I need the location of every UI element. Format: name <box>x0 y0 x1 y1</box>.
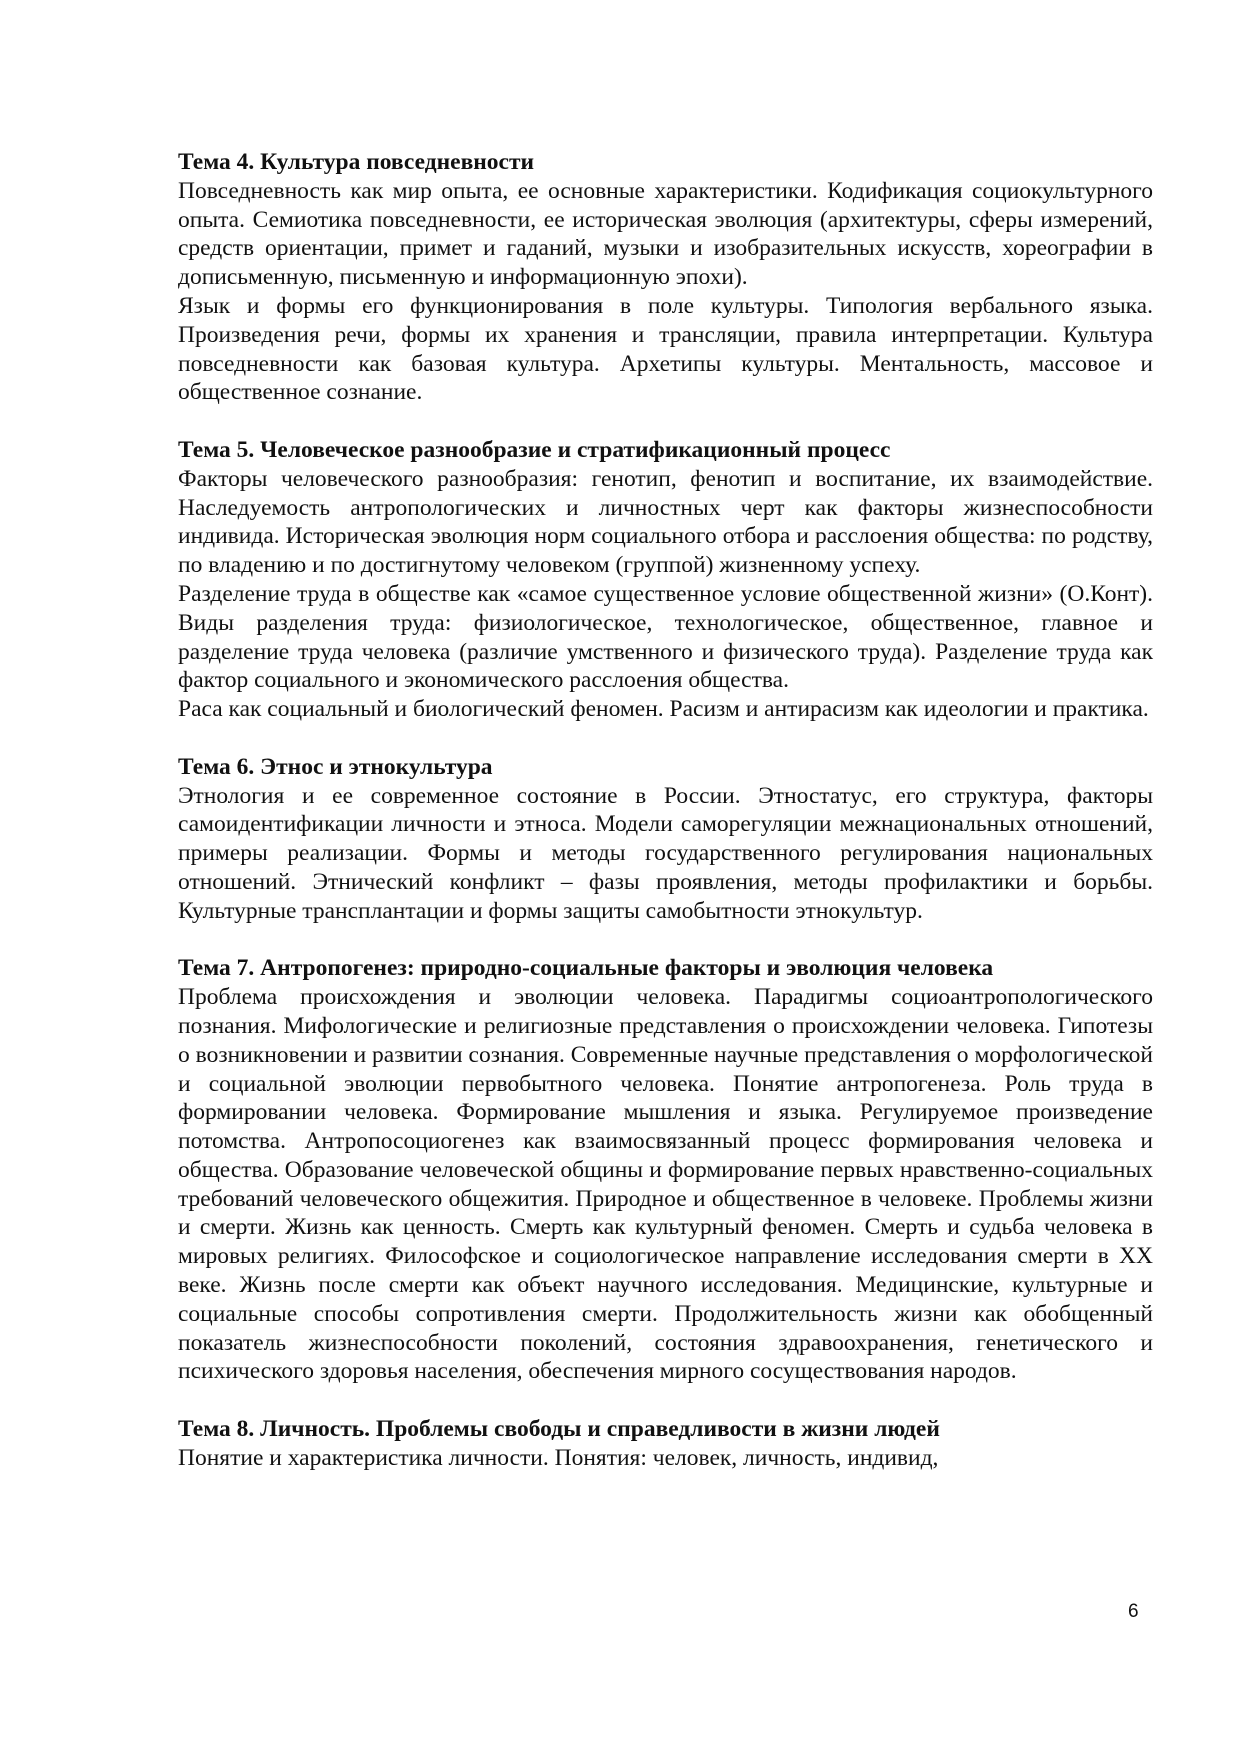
section-heading: Тема 5. Человеческое разнообразие и стратификационный процесс <box>178 436 891 463</box>
section-topic-5 <box>178 436 1153 724</box>
paragraph: Язык и формы его функционирования в поле культуры. Типология вербального языка. Произведения речи, формы их хранения и трансляции, правила интерпретации. Культура повседневности как базовая культура. Архетипы культуры. Ментальность, массовое и общественное сознание. <box>178 292 1153 406</box>
page-number: 6 <box>1128 1601 1139 1622</box>
section-heading: Тема 6. Этнос и этнокультура <box>178 753 493 780</box>
section-topic-4 <box>178 148 1153 407</box>
section-topic-8 <box>178 1415 1153 1473</box>
section-heading: Тема 4. Культура повседневности <box>178 149 535 175</box>
paragraph: Повседневность как мир опыта, ее основные характеристики. Кодификация социокультурного опыта. Семиотика повседневности, ее историческая эволюция (архитектуры, сферы измерений, средств ориентации, примет и гаданий, музыки и изобразительных искусств, хореографии в дописьменную, письменную и информационную эпохи). <box>178 177 1153 291</box>
paragraph: Раса как социальный и биологический феномен. Расизм и антирасизм как идеологии и практика. <box>178 696 1149 723</box>
section-heading: Тема 8. Личность. Проблемы свободы и справедливости в жизни людей <box>178 1416 940 1443</box>
paragraph: Разделение труда в обществе как «самое существенное условие общественной жизни» (О.Конт). Виды разделения труда: физиологическое, технологическое, общественное, главное и разделение труда человека (различие умственного и физического труда). Разделение труда как фактор социального и экономического расслоения общества. <box>178 580 1153 694</box>
section-topic-7 <box>178 954 1153 1386</box>
section-topic-6 <box>178 753 1153 926</box>
paragraph: Проблема происхождения и эволюции человека. Парадигмы социоантропологического познания. Мифологические и религиозные представления о происхождении человека. Гипотезы о возникновении и развитии сознания. Современные научные представления о морфологической и социальной эволюции первобытного человека. Понятие антропогенеза. Роль труда в формировании человека. Формирование мышления и языка. Регулируемое произведение потомства. Антропосоциогенез как взаимосвязанный процесс формирования человека и общества. Образование человеческой общины и формирование первых нравственно-социальных требований человеческого общежития. Природное и общественное в человеке. Проблемы жизни и смерти. Жизнь как ценность. Смерть как культурный феномен. Смерть и судьба человека в мировых религиях. Философское и социологическое направление исследования смерти в XX веке. Жизнь после смерти как объект научного исследования. Медицинские, культурные и социальные способы сопротивления смерти. Продолжительность жизни как обобщенный показатель жизнеспособности поколений, состояния здравоохранения, генетического и психического здоровья населения, обеспечения мирного сосуществования народов. <box>178 984 1153 1385</box>
paragraph: Этнология и ее современное состояние в России. Этностатус, его структура, факторы самоидентификации личности и этноса. Модели саморегуляции межнациональных отношений, примеры реализации. Формы и методы государственного регулирования национальных отношений. Этнический конфликт – фазы проявления, методы профилактики и борьбы. Культурные трансплантации и формы защиты самобытности этнокультур. <box>178 782 1153 924</box>
paragraph: Понятие и характеристика личности. Понятия: человек, личность, индивид, <box>178 1444 939 1471</box>
section-heading: Тема 7. Антропогенез: природно-социальные факторы и эволюция человека <box>178 955 994 982</box>
paragraph: Факторы человеческого разнообразия: генотип, фенотип и воспитание, их взаимодействие. Наследуемость антропологических и личностных черт как факторы жизнеспособности индивида. Историческая эволюция норм социального отбора и расслоения общества: по родству, по владению и по достигнутому человеком (группой) жизненному успеху. <box>178 465 1153 579</box>
document-page <box>178 148 1153 1501</box>
